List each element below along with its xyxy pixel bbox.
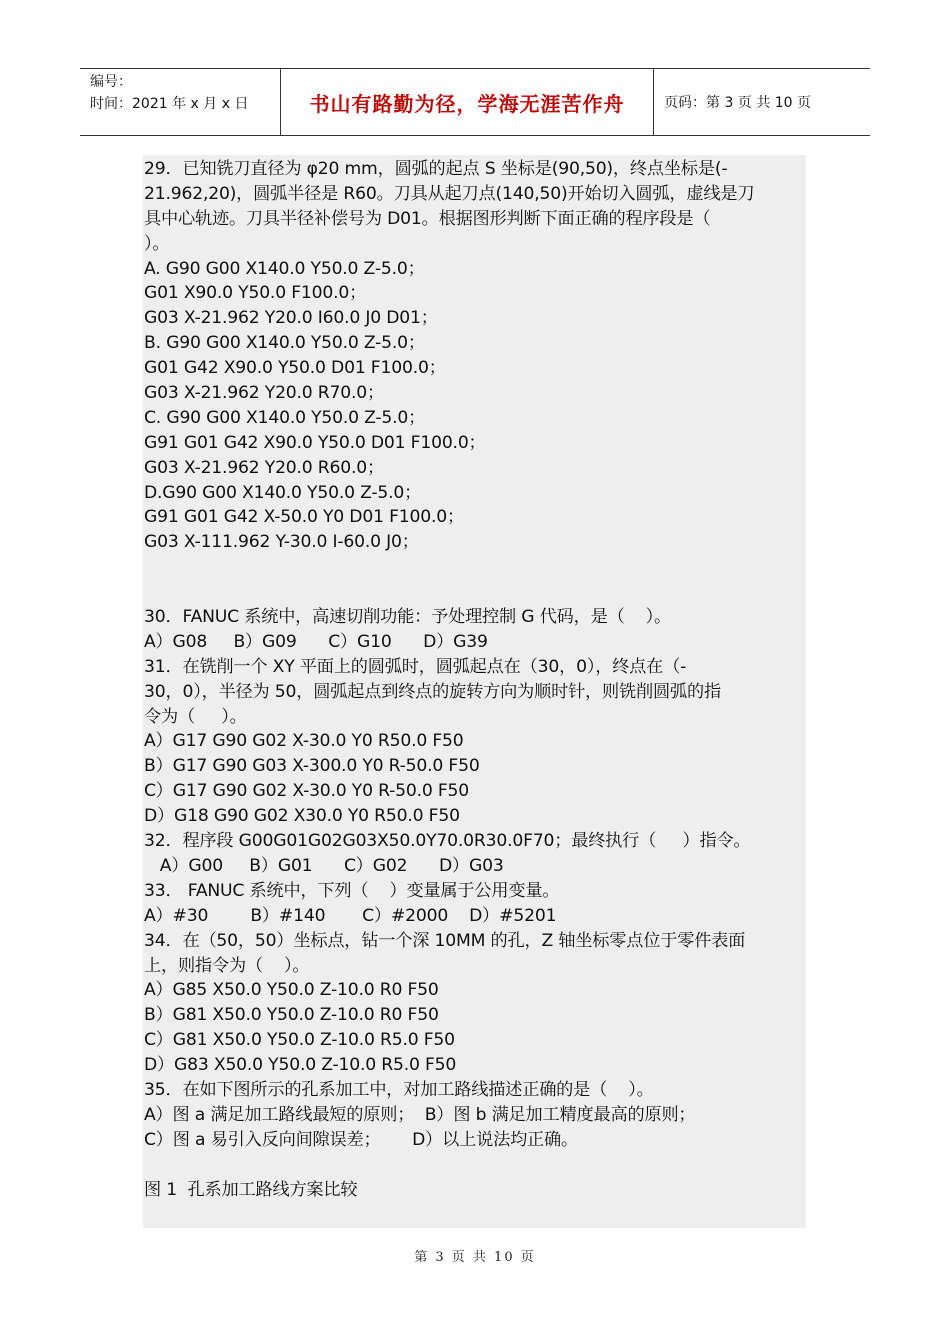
text-line: 令为（ ）。 xyxy=(144,706,247,727)
text-line: D.G90 G00 X140.0 Y50.0 Z-5.0； xyxy=(144,482,422,503)
blank-line xyxy=(144,555,806,580)
text-line: G91 G01 G42 X-50.0 Y0 D01 F100.0； xyxy=(144,507,464,528)
motto-text: 书山有路勤为径，学海无涯苦作舟 xyxy=(309,91,625,116)
text-line: B）G17 G90 G03 X-300.0 Y0 R-50.0 F50 xyxy=(144,756,480,777)
text-line: 21.962,20)，圆弧半径是 R60。刀具从起刀点(140,50)开始切入圆弧，虚线是刀 xyxy=(144,183,755,204)
text-line: G03 X-111.962 Y-30.0 I-60.0 J0； xyxy=(144,532,419,553)
question-content xyxy=(143,155,806,1228)
text-line: 33． FANUC 系统中，下列（ ）变量属于公用变量。 xyxy=(144,880,560,901)
text-line: ）。 xyxy=(144,233,170,254)
header-page-cell xyxy=(654,69,870,135)
text-line: D）G83 X50.0 Y50.0 Z-10.0 R5.0 F50 xyxy=(144,1055,457,1076)
text-line: C）图 a 易引入反向间隙误差； D）以上说法均正确。 xyxy=(144,1129,579,1150)
text-line: 具中心轨迹。刀具半径补偿号为 D01。根据图形判断下面正确的程序段是（ xyxy=(144,208,711,229)
text-line: A）G85 X50.0 Y50.0 Z-10.0 R0 F50 xyxy=(144,980,439,1001)
text-line: A）G17 G90 G02 X-30.0 Y0 R50.0 F50 xyxy=(144,731,464,752)
time-label: 时间：2021 年 x 月 x 日 xyxy=(90,96,249,112)
text-line: G01 G42 X90.0 Y50.0 D01 F100.0； xyxy=(144,358,446,379)
text-line: 31．在铣削一个 XY 平面上的圆弧时，圆弧起点在（30，0），终点在（- xyxy=(144,656,687,677)
text-line: C. G90 G00 X140.0 Y50.0 Z-5.0； xyxy=(144,407,426,428)
text-line: C）G17 G90 G02 X-30.0 Y0 R-50.0 F50 xyxy=(144,781,470,802)
text-line: B）G81 X50.0 Y50.0 Z-10.0 R0 F50 xyxy=(144,1005,439,1026)
text-line: C）G81 X50.0 Y50.0 Z-10.0 R5.0 F50 xyxy=(144,1030,455,1051)
text-line: G91 G01 G42 X90.0 Y50.0 D01 F100.0； xyxy=(144,432,486,453)
footer-page-number: 第 3 页 共 10 页 xyxy=(414,1250,536,1265)
text-line: 32．程序段 G00G01G02G03X50.0Y70.0R30.0F70；最终执行（ ）指令。 xyxy=(144,831,751,852)
text-line: B. G90 G00 X140.0 Y50.0 Z-5.0； xyxy=(144,333,425,354)
header-motto-cell xyxy=(281,69,654,135)
text-line: 29．已知铣刀直径为 φ20 mm，圆弧的起点 S 坐标是(90,50)，终点坐标是(- xyxy=(144,159,728,179)
page-footer xyxy=(0,1246,950,1265)
text-line: A）#30 B）#140 C）#2000 D）#5201 xyxy=(144,905,557,926)
text-line: 图 1 孔系加工路线方案比较 xyxy=(144,1179,358,1200)
serial-label: 编号： xyxy=(90,74,132,90)
text-line: 34．在（50，50）坐标点，钻一个深 10MM 的孔，Z 轴坐标零点位于零件表面 xyxy=(144,930,746,951)
page-header xyxy=(80,68,870,136)
text-line: 30．FANUC 系统中，高速切削功能：予处理控制 G 代码，是（ ）。 xyxy=(144,607,672,628)
text-line: A. G90 G00 X140.0 Y50.0 Z-5.0； xyxy=(144,258,425,279)
text-line: D）G18 G90 G02 X30.0 Y0 R50.0 F50 xyxy=(144,806,460,827)
text-line: 30，0），半径为 50，圆弧起点到终点的旋转方向为顺时针，则铣削圆弧的指 xyxy=(144,681,721,702)
page-info: 页码：第 3 页 共 10 页 xyxy=(664,95,811,111)
text-line: A）G08 B）G09 C）G10 D）G39 xyxy=(144,631,488,652)
text-line: G01 X90.0 Y50.0 F100.0； xyxy=(144,283,367,304)
header-info-cell xyxy=(80,69,281,135)
text-line: G03 X-21.962 Y20.0 R70.0； xyxy=(144,383,385,404)
text-line: A）G00 B）G01 C）G02 D）G03 xyxy=(144,855,504,876)
blank-line xyxy=(144,1153,806,1178)
text-line: 上，则指令为（ ）。 xyxy=(144,955,310,976)
text-line: A）图 a 满足加工路线最短的原则； B）图 b 满足加工精度最高的原则； xyxy=(144,1104,696,1125)
text-line: G03 X-21.962 Y20.0 R60.0； xyxy=(144,457,385,478)
text-line: 35．在如下图所示的孔系加工中，对加工路线描述正确的是（ ）。 xyxy=(144,1079,654,1100)
text-line: G03 X-21.962 Y20.0 I60.0 J0 D01； xyxy=(144,308,438,329)
blank-line xyxy=(144,580,806,605)
